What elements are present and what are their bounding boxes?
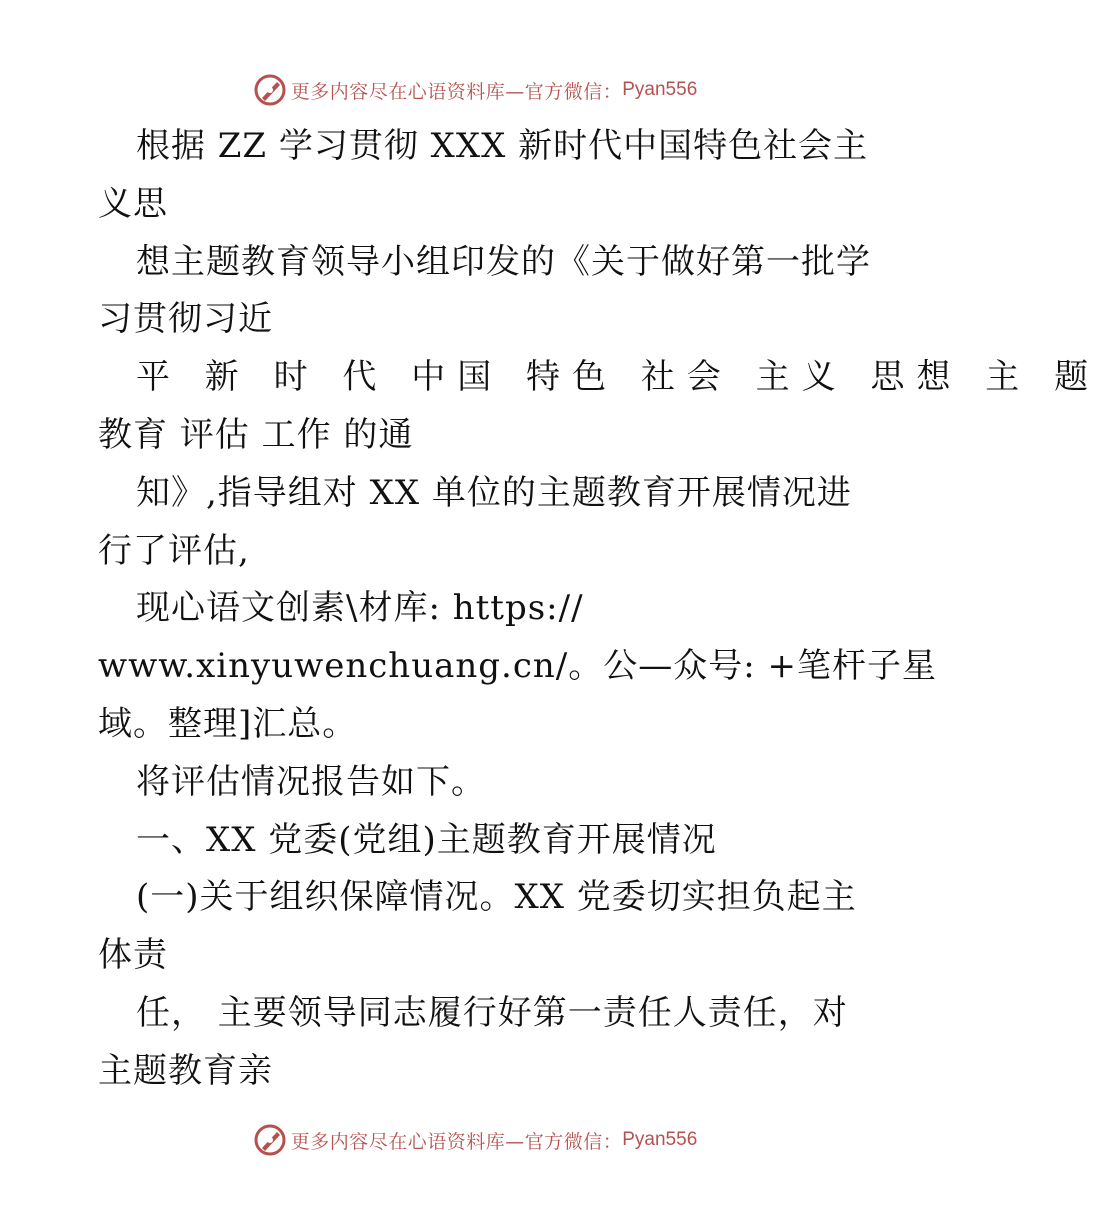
pen-logo-icon <box>253 73 287 107</box>
body-line: 知》,指导组对 XX 单位的主题教育开展情况进 <box>136 472 852 513</box>
body-line: 行了评估, <box>98 530 250 571</box>
header-banner <box>0 70 950 110</box>
footer-banner <box>0 1120 950 1160</box>
body-line: 一、XX 党委(党组)主题教育开展情况 <box>136 819 717 860</box>
body-line: 域。整理]汇总。 <box>98 703 358 744</box>
body-line: 平 新 时 代 中国 特色 社会 主义 思想 主 题 <box>136 357 1100 398</box>
pen-logo-icon <box>253 1123 287 1157</box>
body-line: (一)关于组织保障情况。XX 党委切实担负起主 <box>136 877 857 918</box>
document-body <box>98 118 1100 1101</box>
body-line: 将评估情况报告如下。 <box>136 761 486 802</box>
footer-banner-text: 更多内容尽在心语资料库—官方微信： <box>290 1130 623 1153</box>
body-line: 想主题教育领导小组印发的《关于做好第一批学 <box>136 241 871 282</box>
header-banner-handle: Pyan556 <box>622 79 698 100</box>
body-line: 体责 <box>98 935 168 976</box>
header-banner-text: 更多内容尽在心语资料库—官方微信： <box>290 80 623 103</box>
body-line: 教育 评估 工作 的通 <box>98 414 414 455</box>
footer-banner-handle: Pyan556 <box>622 1129 698 1150</box>
body-line: www.xinyuwenchuang.cn/。公—众号: +笔杆子星 <box>98 646 937 687</box>
body-line: 义思 <box>98 183 168 224</box>
body-line: 任， 主要领导同志履行好第一责任人责任，对 <box>136 992 848 1033</box>
body-line: 习贯彻习近 <box>98 299 273 340</box>
body-line: 主题教育亲 <box>98 1050 273 1091</box>
body-line: 根据 ZZ 学习贯彻 XXX 新时代中国特色社会主 <box>136 126 869 166</box>
body-line: 现心语文创素\材库: https:// <box>136 588 584 629</box>
